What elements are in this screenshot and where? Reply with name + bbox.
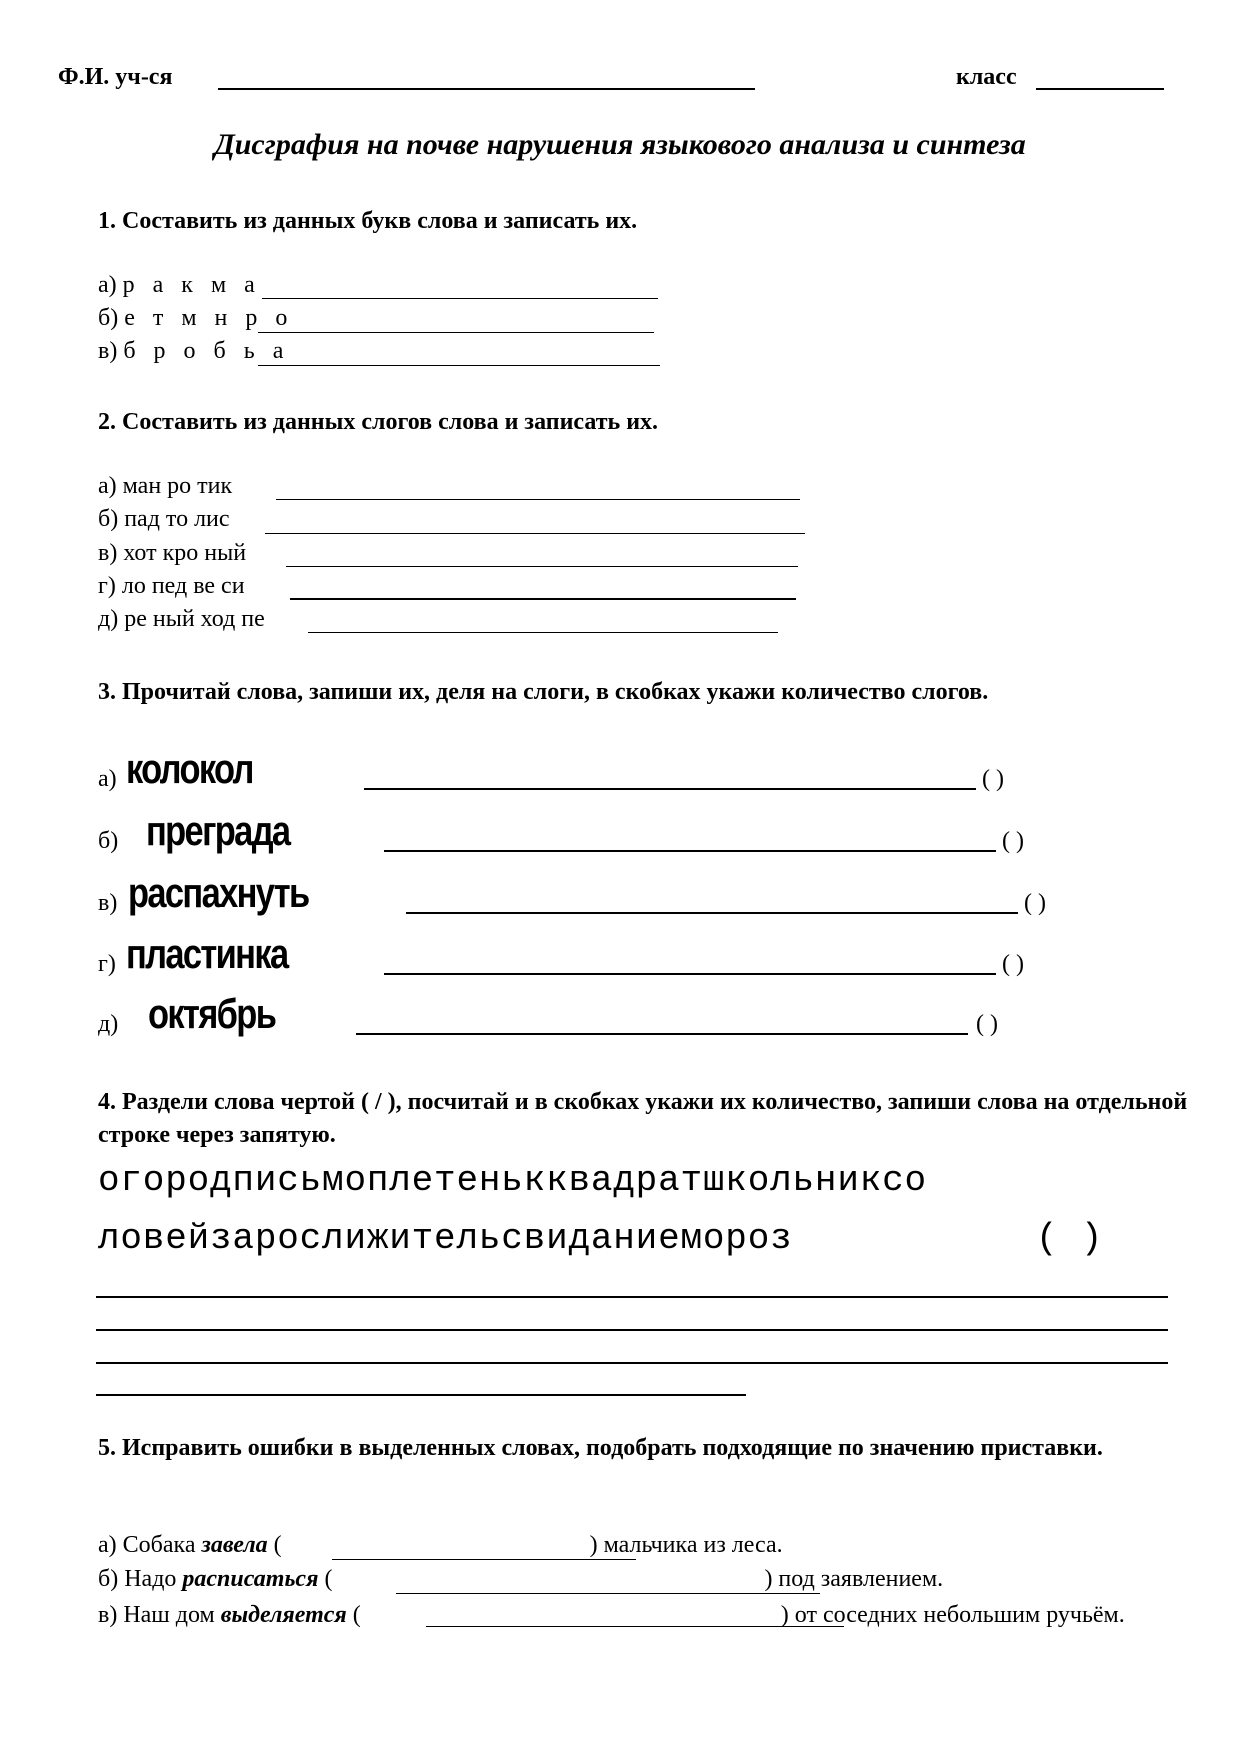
task2-item-a xyxy=(98,473,232,500)
student-name-field[interactable] xyxy=(218,88,755,90)
sentence-end: ) под заявлением. xyxy=(764,1566,944,1592)
sentence-start: б) Надо xyxy=(98,1566,183,1592)
sentence-start: а) Собака xyxy=(98,1532,202,1558)
task4-answer-line-1[interactable] xyxy=(96,1296,1168,1298)
task3-marker-b: б) xyxy=(98,828,119,854)
page-title: Дисграфия на почве нарушения языкового анализа и синтеза xyxy=(214,128,1026,161)
task5-sentence-b xyxy=(98,1566,943,1593)
task1-answer-line-b[interactable] xyxy=(258,332,654,333)
task4-answer-line-4[interactable] xyxy=(96,1394,746,1396)
task2-answer-line-a[interactable] xyxy=(276,499,800,500)
item-marker: б) xyxy=(98,305,119,331)
task2-item-b xyxy=(98,506,230,533)
item-marker: в) xyxy=(98,338,118,364)
item-marker: б) xyxy=(98,506,119,532)
task2-answer-line-c[interactable] xyxy=(286,566,798,567)
syllables: ман ро тик xyxy=(122,473,233,499)
task2-answer-line-e[interactable] xyxy=(308,632,778,633)
syllables: хот кро ный xyxy=(123,540,247,566)
task2-item-e xyxy=(98,606,265,633)
letters: р а к м а xyxy=(122,272,261,298)
task3-count-d: ( ) xyxy=(1002,951,1024,977)
open-bracket: ( xyxy=(346,1602,361,1628)
class-label: класс xyxy=(956,64,1017,90)
task3-word-a: колокол xyxy=(126,745,253,792)
task3-answer-line-c[interactable] xyxy=(406,912,1018,914)
task3-count-c: ( ) xyxy=(1024,890,1046,916)
sentence-end: ) мальчика из леса. xyxy=(589,1532,783,1558)
letters: б р о б ь а xyxy=(123,338,290,364)
task3-count-b: ( ) xyxy=(1002,828,1024,854)
task4-answer-line-3[interactable] xyxy=(96,1362,1168,1364)
task2-item-c xyxy=(98,540,246,567)
task3-word-d: пластинка xyxy=(126,930,288,977)
task2-heading: 2. Составить из данных слогов слова и записать их. xyxy=(98,409,659,435)
task3-answer-line-e[interactable] xyxy=(356,1033,968,1035)
task1-answer-line-c[interactable] xyxy=(258,365,660,366)
task3-count-e: ( ) xyxy=(976,1011,998,1037)
task5-sentence-a xyxy=(98,1532,783,1559)
task3-marker-d: г) xyxy=(98,951,116,977)
task3-answer-line-d[interactable] xyxy=(384,973,996,975)
task3-word-c: распахнуть xyxy=(128,869,309,916)
task5-answer-line-a[interactable] xyxy=(332,1559,636,1560)
sentence-end: ) от соседних небольшим ручьём. xyxy=(780,1602,1125,1628)
task3-marker-e: д) xyxy=(98,1011,119,1037)
task1-heading: 1. Составить из данных букв слова и записать их. xyxy=(98,208,638,234)
task3-heading: 3. Прочитай слова, запиши их, деля на слоги, в скобках укажи количество слогов. xyxy=(98,679,989,705)
task3-marker-a: а) xyxy=(98,766,117,792)
syllables: пад то лис xyxy=(124,506,230,532)
task4-heading: 4. Раздели слова чертой ( / ), посчитай и в скобках укажи их количество, запиши слова на отдельной строке через запятую. xyxy=(98,1089,1188,1148)
item-marker: г) xyxy=(98,573,116,599)
item-marker: а) xyxy=(98,272,117,298)
highlighted-word: расписаться xyxy=(182,1566,319,1592)
highlighted-word: выделяется xyxy=(220,1602,347,1628)
task2-item-d xyxy=(98,573,245,600)
task1-item-a xyxy=(98,272,261,299)
class-field[interactable] xyxy=(1036,88,1164,90)
sentence-start: в) Наш дом xyxy=(98,1602,221,1628)
item-marker: а) xyxy=(98,473,117,499)
highlighted-word: завела xyxy=(201,1532,268,1558)
letters: е т м н р о xyxy=(124,305,294,331)
item-marker: в) xyxy=(98,540,118,566)
task4-letter-string-2: ловейзарослижительсвиданиемороз xyxy=(98,1218,793,1259)
task5-heading: 5. Исправить ошибки в выделенных словах, подобрать подходящие по значению приставки. xyxy=(98,1435,1103,1461)
item-marker: д) xyxy=(98,606,119,632)
task5-answer-line-b[interactable] xyxy=(396,1593,820,1594)
syllables: ре ный ход пе xyxy=(124,606,265,632)
task4-count-brackets: ( ) xyxy=(1036,1218,1104,1259)
task3-answer-line-a[interactable] xyxy=(364,788,976,790)
task2-answer-line-d[interactable] xyxy=(290,598,796,600)
task2-answer-line-b[interactable] xyxy=(265,533,805,534)
task1-item-c xyxy=(98,338,289,365)
task4-answer-line-2[interactable] xyxy=(96,1329,1168,1331)
task5-sentence-c xyxy=(98,1599,1188,1632)
task4-letter-string-1: огородписьмоплетенькквадратшкольниксо xyxy=(98,1160,927,1201)
task3-count-a: ( ) xyxy=(982,766,1004,792)
task3-marker-c: в) xyxy=(98,890,118,916)
syllables: ло пед ве си xyxy=(121,573,245,599)
task3-word-b: преграда xyxy=(146,807,290,854)
task3-answer-line-b[interactable] xyxy=(384,850,996,852)
open-bracket: ( xyxy=(318,1566,333,1592)
task1-item-b xyxy=(98,305,293,332)
student-name-label: Ф.И. уч-ся xyxy=(58,64,173,90)
task3-word-e: октябрь xyxy=(148,990,276,1037)
task5-answer-line-c[interactable] xyxy=(426,1626,844,1627)
open-bracket: ( xyxy=(267,1532,282,1558)
task1-answer-line-a[interactable] xyxy=(262,298,658,299)
